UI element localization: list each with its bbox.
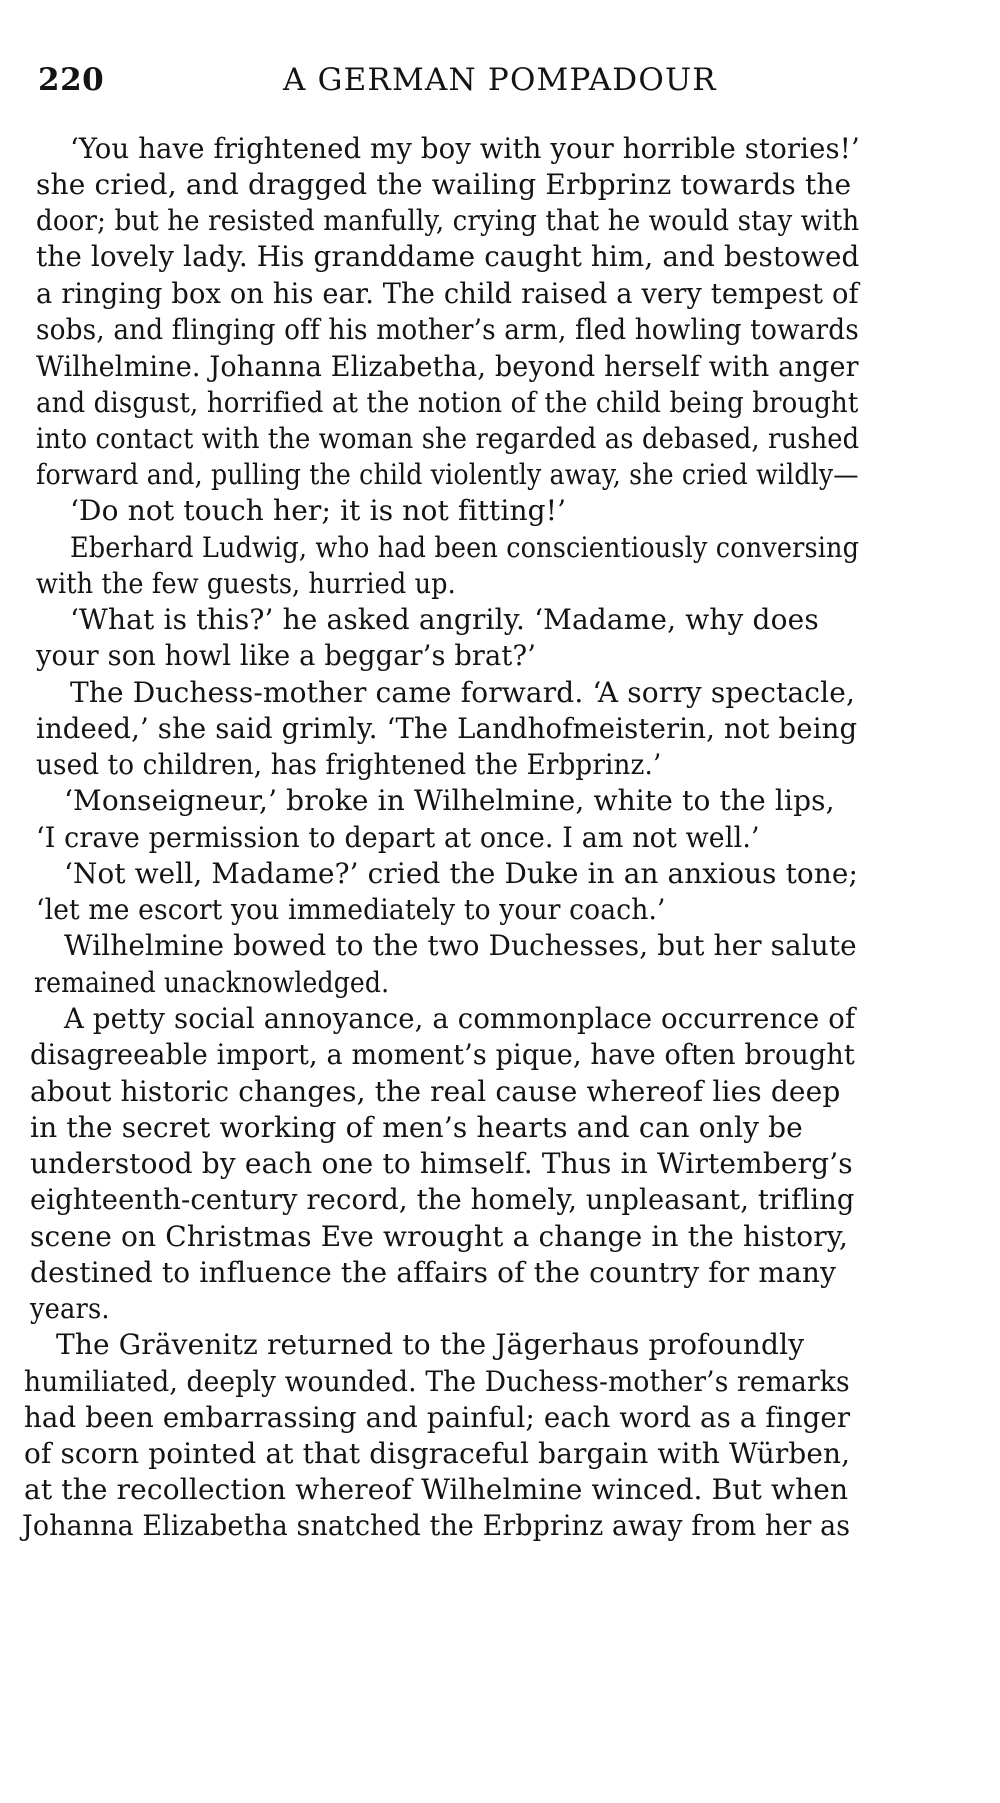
text-line: remained unacknowledged. xyxy=(34,966,390,999)
text-line: A petty social annoyance, a commonplace occurrence of xyxy=(64,1002,856,1035)
text-line: Wilhelmine bowed to the two Duchesses, but her salute xyxy=(64,929,857,962)
page-number: 220 xyxy=(38,62,105,98)
text-line: in the secret working of men’s hearts and can only be xyxy=(30,1111,803,1144)
text-line: Wilhelmine. Johanna Elizabetha, beyond herself with anger xyxy=(36,350,859,383)
text-line: sobs, and flinging off his mother’s arm, fled howling towards xyxy=(36,313,859,346)
text-line: eighteenth-century record, the homely, unpleasant, trifling xyxy=(30,1183,855,1216)
text-line: ‘Monseigneur,’ broke in Wilhelmine, white to the lips, xyxy=(64,784,835,817)
text-line: had been embarrassing and painful; each word as a finger xyxy=(24,1401,851,1434)
text-line: humiliated, deeply wounded. The Duchess-mother’s remarks xyxy=(24,1365,850,1398)
text-line: The Duchess-mother came forward. ‘A sorry spectacle, xyxy=(70,676,855,709)
text-line: into contact with the woman she regarded as debased, rushed xyxy=(36,422,860,455)
text-line: Eberhard Ludwig, who had been conscientiously conversing xyxy=(70,531,860,564)
text-line: door; but he resisted manfully, crying that he would stay with xyxy=(36,204,860,237)
text-line: at the recollection whereof Wilhelmine winced. But when xyxy=(24,1473,849,1506)
text-line: a ringing box on his ear. The child raised a very tempest of xyxy=(36,277,859,310)
text-line: and disgust, horrified at the notion of the child being brought xyxy=(36,386,859,419)
text-line: scene on Christmas Eve wrought a change in the history, xyxy=(30,1220,849,1253)
text-line: years. xyxy=(30,1292,110,1325)
text-line: with the few guests, hurried up. xyxy=(36,567,456,600)
text-line: The Grävenitz returned to the Jägerhaus profoundly xyxy=(56,1328,805,1361)
text-line: the lovely lady. His granddame caught him, and bestowed xyxy=(36,240,860,273)
text-line: ‘I crave permission to depart at once. I am not well.’ xyxy=(36,821,760,854)
text-line: indeed,’ she said grimly. ‘The Landhofmeisterin, not being xyxy=(36,712,858,745)
text-line: Johanna Elizabetha snatched the Erbprinz away from her as xyxy=(22,1509,851,1542)
text-line: about historic changes, the real cause whereof lies deep xyxy=(30,1075,841,1108)
text-line: of scorn pointed at that disgraceful bargain with Würben, xyxy=(24,1437,851,1470)
text-line: ‘let me escort you immediately to your coach.’ xyxy=(36,893,666,926)
text-line: understood by each one to himself. Thus in Wirtemberg’s xyxy=(30,1147,853,1180)
text-line: ‘You have frightened my boy with your horrible stories!’ xyxy=(70,132,860,165)
text-line: used to children, has frightened the Erbprinz.’ xyxy=(36,748,662,781)
text-line: ‘What is this?’ he asked angrily. ‘Madame, why does xyxy=(70,603,819,636)
text-line: she cried, and dragged the wailing Erbprinz towards the xyxy=(36,168,852,201)
text-line: disagreeable import, a moment’s pique, have often brought xyxy=(30,1038,855,1071)
text-line: your son howl like a beggar’s brat?’ xyxy=(36,639,536,672)
running-title: A GERMAN POMPADOUR xyxy=(283,62,717,98)
text-line: ‘Not well, Madame?’ cried the Duke in an anxious tone; xyxy=(64,857,859,890)
text-line: destined to influence the affairs of the country for many xyxy=(30,1256,837,1289)
text-line: forward and, pulling the child violently away, she cried wildly— xyxy=(36,458,859,491)
text-line: ‘Do not touch her; it is not fitting!’ xyxy=(70,494,567,527)
